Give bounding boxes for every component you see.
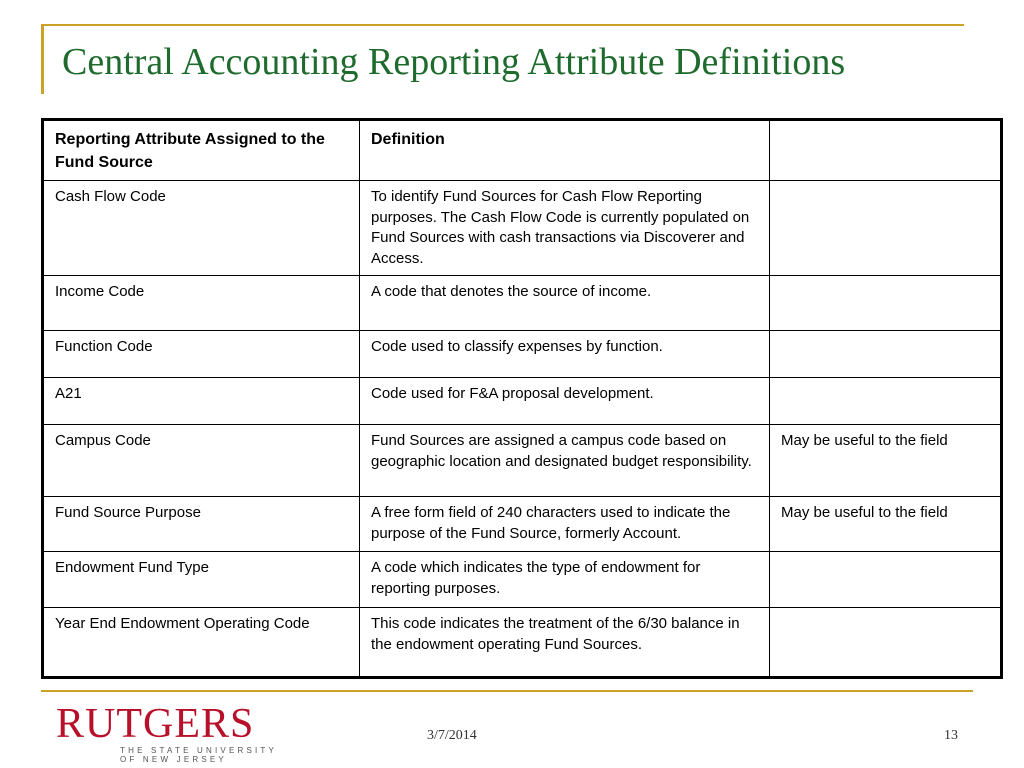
cell-attribute: Cash Flow Code — [43, 181, 360, 276]
table-row — [43, 552, 1002, 608]
attribute-definitions-table — [41, 118, 1003, 679]
logo-subtitle-line1: THE STATE UNIVERSITY — [120, 746, 278, 755]
logo-wordmark: RUTGERS — [56, 701, 255, 747]
title-accent-bar — [41, 24, 44, 94]
table-row — [43, 331, 1002, 378]
cell-notes — [770, 552, 1002, 608]
header-notes — [770, 120, 1002, 181]
cell-notes: May be useful to the field — [770, 425, 1002, 497]
page-number: 13 — [944, 728, 958, 743]
cell-attribute: Fund Source Purpose — [43, 497, 360, 552]
cell-definition: Fund Sources are assigned a campus code based on geographic location and designated budget responsibility. — [360, 425, 770, 497]
cell-notes — [770, 608, 1002, 678]
footer-accent-line — [41, 690, 973, 692]
cell-notes — [770, 331, 1002, 378]
footer-date: 3/7/2014 — [427, 728, 477, 743]
table-header-row — [43, 120, 1002, 181]
cell-definition: A code which indicates the type of endowment for reporting purposes. — [360, 552, 770, 608]
slide-title: Central Accounting Reporting Attribute Definitions — [62, 41, 846, 83]
cell-notes: May be useful to the field — [770, 497, 1002, 552]
cell-definition: A free form field of 240 characters used to indicate the purpose of the Fund Source, formerly Account. — [360, 497, 770, 552]
cell-attribute: Function Code — [43, 331, 360, 378]
top-accent-line — [41, 24, 964, 26]
cell-attribute: Campus Code — [43, 425, 360, 497]
header-attribute: Reporting Attribute Assigned to the Fund Source — [43, 120, 360, 181]
cell-attribute: Income Code — [43, 276, 360, 331]
cell-definition: A code that denotes the source of income. — [360, 276, 770, 331]
header-definition: Definition — [360, 120, 770, 181]
logo-subtitle-line2: OF NEW JERSEY — [120, 755, 227, 764]
table-row — [43, 181, 1002, 276]
table-row — [43, 497, 1002, 552]
table-row — [43, 378, 1002, 425]
cell-notes — [770, 181, 1002, 276]
cell-definition: To identify Fund Sources for Cash Flow Reporting purposes. The Cash Flow Code is currently populated on Fund Sources with cash transactions via Discoverer and Access. — [360, 181, 770, 276]
rutgers-logo — [56, 701, 286, 764]
cell-attribute: Year End Endowment Operating Code — [43, 608, 360, 678]
cell-notes — [770, 276, 1002, 331]
cell-definition: Code used to classify expenses by function. — [360, 331, 770, 378]
cell-definition: Code used for F&A proposal development. — [360, 378, 770, 425]
cell-attribute: Endowment Fund Type — [43, 552, 360, 608]
cell-attribute: A21 — [43, 378, 360, 425]
table-row — [43, 425, 1002, 497]
table-row — [43, 276, 1002, 331]
cell-definition: This code indicates the treatment of the 6/30 balance in the endowment operating Fund Sources. — [360, 608, 770, 678]
cell-notes — [770, 378, 1002, 425]
table-row — [43, 608, 1002, 678]
